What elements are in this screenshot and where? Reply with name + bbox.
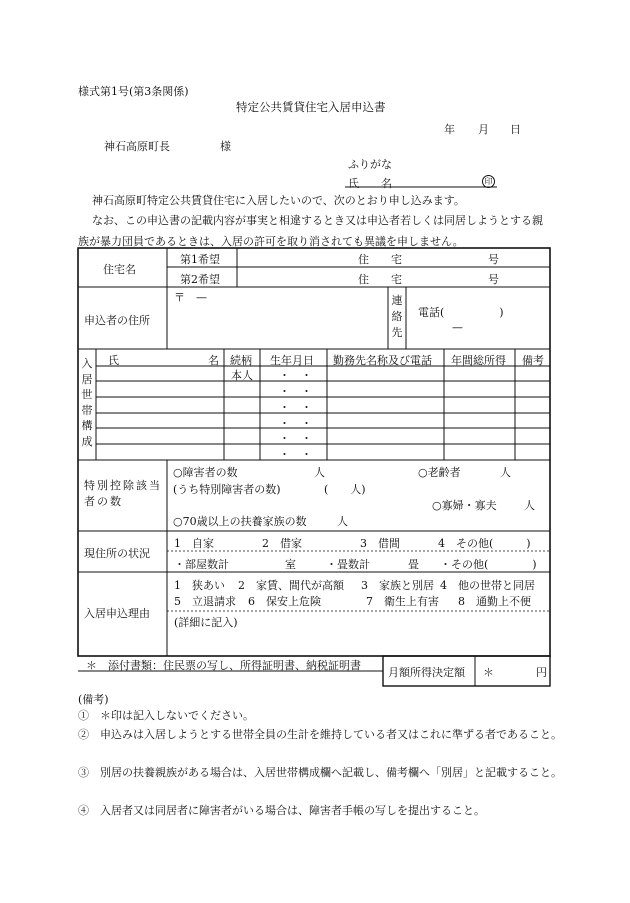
addressee-name: 神石高原町長 <box>104 140 170 153</box>
housing-2-jutaku: 住 宅 <box>358 273 402 286</box>
first-choice-label: 第1希望 <box>180 253 220 266</box>
phone-field: 電話( ) <box>418 306 504 319</box>
reason-2: 2 家賃、間代が高額 <box>238 579 344 592</box>
col-name-b: 名 <box>208 354 219 367</box>
address-label: 申込者の住所 <box>84 314 150 327</box>
residence-option-3: 3 借間 <box>360 537 400 550</box>
birth-dots: ・ ・ <box>279 417 312 430</box>
col-remarks: 備考 <box>522 354 544 367</box>
dependents-unit: 人 <box>337 515 348 528</box>
tatami-count: ・畳数計 <box>326 558 370 571</box>
reason-4: 4 他の世帯と同居 <box>440 579 535 592</box>
intro-text: 神石高原町特定公共賃貸住宅に入居したいので、次のとおり申し込みます。 <box>92 194 465 207</box>
birth-dots: ・ ・ <box>279 369 312 382</box>
tatami-unit: 畳 <box>408 558 419 571</box>
housing-label: 住宅名 <box>103 263 136 276</box>
reason-8: 8 通勤上不便 <box>458 595 531 608</box>
date-month: 月 <box>478 123 489 136</box>
col-birth: 生年月日 <box>270 354 314 367</box>
seal-circle: 印 <box>482 175 495 188</box>
col-income: 年間総所得 <box>451 354 506 367</box>
monthly-income-yen: 円 <box>536 666 547 679</box>
reason-1: 1 狭あい <box>174 579 225 592</box>
col-relation: 続柄 <box>230 354 252 367</box>
residence-option-4: 4 その他( ) <box>438 537 531 550</box>
form-number: 様式第1号(第3条関係) <box>78 85 189 98</box>
col-name-a: 氏 <box>108 354 119 367</box>
room-unit: 室 <box>285 558 296 571</box>
room-count: ・部屋数計 <box>174 558 229 571</box>
reason-3: 3 家族と別居 <box>361 579 434 592</box>
housing-1-go: 号 <box>488 253 499 266</box>
contact-label: 連絡先 <box>391 294 403 339</box>
monthly-income-star: ＊ <box>483 666 494 679</box>
residence-other: ・その他( ) <box>440 558 537 571</box>
page-title: 特定公共賃貸住宅入居申込書 <box>236 100 386 114</box>
birth-dots: ・ ・ <box>279 432 312 445</box>
housing-2-go: 号 <box>488 273 499 286</box>
disabled-count: ○障害者の数 <box>173 466 238 479</box>
attachments-note: ＊ 添付書類：住民票の写し、所得証明書、納税証明書 <box>86 659 361 672</box>
dependents-count: ○70歳以上の扶養家族の数 <box>173 515 307 528</box>
reason-detail: (詳細に記入) <box>174 616 238 629</box>
relation-self: 本人 <box>231 369 253 382</box>
residence-option-1: 1 自家 <box>174 537 214 550</box>
elderly-count: ○老齢者 <box>418 466 461 479</box>
second-choice-label: 第2希望 <box>180 273 220 286</box>
phone-dash: — <box>452 321 463 334</box>
notes-title: (備考) <box>78 693 109 706</box>
col-work: 勤務先名称及び電話 <box>333 354 432 367</box>
name-label: 氏 名 <box>348 177 392 190</box>
special-disabled-label: (うち特別障害者の数) <box>173 483 281 496</box>
postal-mark: 〒 — <box>174 291 207 304</box>
note-2: ② 申込みは入居しようとする世帯全員の生計を維持している者又はこれに準ずる者であること。 <box>78 728 562 741</box>
birth-dots: ・ ・ <box>279 385 312 398</box>
date-day: 日 <box>510 123 521 136</box>
seal-mark <box>482 174 495 188</box>
date-year: 年 <box>444 123 455 136</box>
widow-count: ○寡婦・寡夫 <box>432 499 497 512</box>
disabled-unit: 人 <box>314 466 325 479</box>
elderly-unit: 人 <box>500 466 511 479</box>
reason-6: 6 保安上危険 <box>248 595 321 608</box>
note-1: ① ＊印は記入しないでください。 <box>78 709 254 722</box>
deduction-label: 特別控除該当者の数 <box>84 479 162 508</box>
reason-5: 5 立退請求 <box>174 595 236 608</box>
household-label: 入居世帯構成 <box>81 357 93 448</box>
note-4: ④ 入居者又は同居者に障害者がいる場合は、障害者手帳の写しを提出すること。 <box>78 804 485 817</box>
housing-1-jutaku: 住 宅 <box>358 253 402 266</box>
birth-dots: ・ ・ <box>279 401 312 414</box>
residence-option-2: 2 借家 <box>262 537 302 550</box>
monthly-income-label: 月額所得決定額 <box>388 666 465 679</box>
disclaimer-text: なお、この申込書の記載内容が事実と相違するとき又は申込者若しくは同居しようとする親族が暴力団員であるときは、入居の許可を取り消されても異議を申しません。 <box>78 214 543 248</box>
birth-dots: ・ ・ <box>279 448 312 461</box>
residence-label: 現住所の状況 <box>84 547 150 560</box>
widow-unit: 人 <box>524 499 535 512</box>
reason-label: 入居申込理由 <box>84 607 150 620</box>
reason-7: 7 衛生上有害 <box>366 595 439 608</box>
furigana-label: ふりがな <box>348 158 392 171</box>
special-disabled-value: ( 人) <box>324 483 366 496</box>
note-3: ③ 別居の扶養親族がある場合は、入居世帯構成欄へ記載し、備考欄へ「別居」と記載すること。 <box>78 766 562 779</box>
addressee-honorific: 様 <box>220 140 231 153</box>
